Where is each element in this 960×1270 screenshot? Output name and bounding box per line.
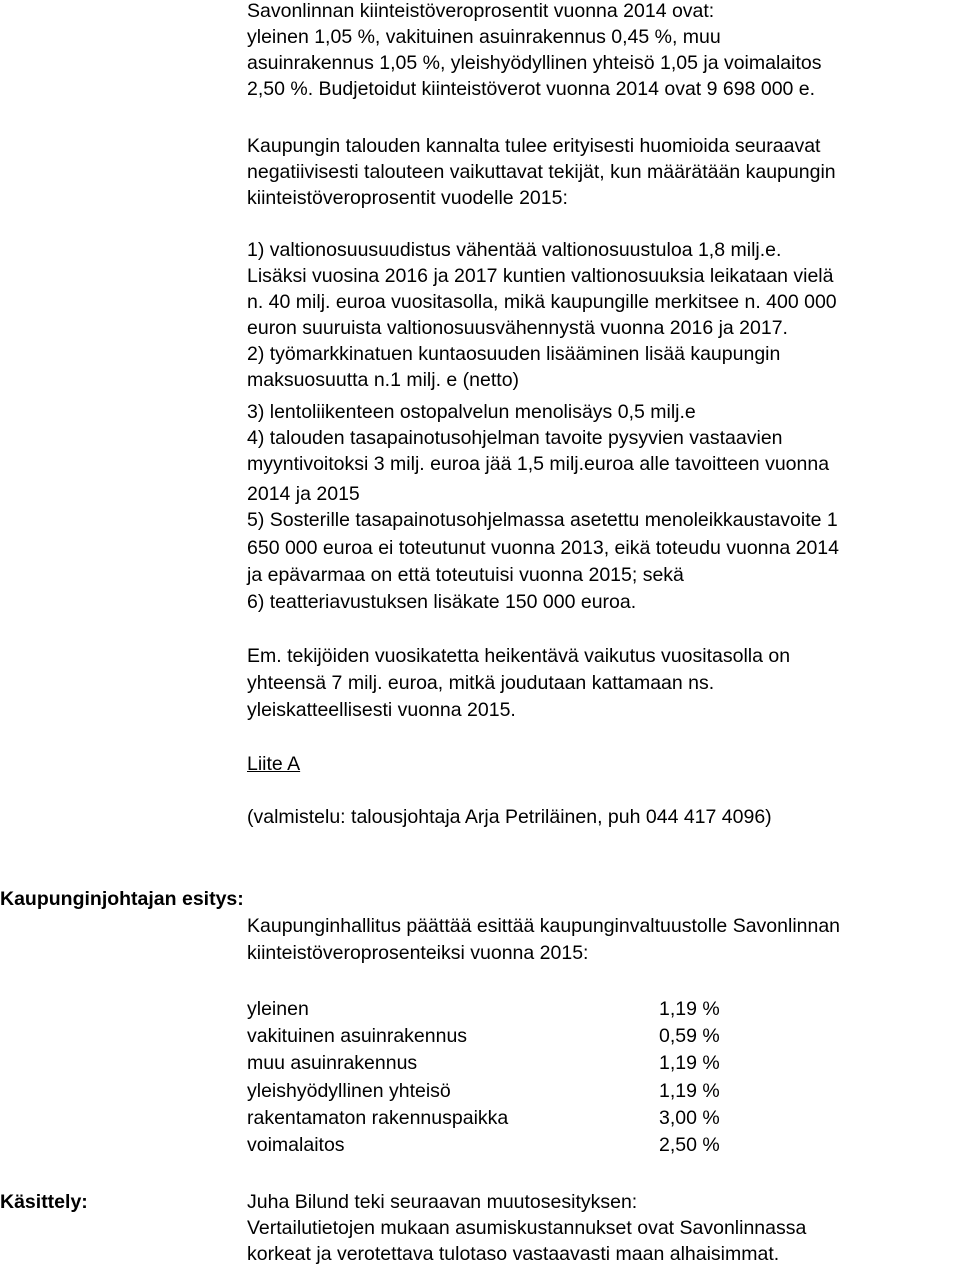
list-item: 3) lentoliikenteen ostopalvelun menolisäys 0,5 milj.e: [247, 401, 696, 423]
rate-value: 3,00 %: [659, 1107, 720, 1129]
rate-name: muu asuinrakennus: [247, 1052, 418, 1074]
list-item: 2014 ja 2015: [247, 483, 360, 505]
text-line: asuinrakennus 1,05 %, yleishyödyllinen yhteisö 1,05 ja voimalaitos: [247, 52, 822, 74]
text-line: Kaupungin talouden kannalta tulee erityisesti huomioida seuraavat: [247, 135, 821, 157]
rate-name: vakituinen asuinrakennus: [247, 1025, 468, 1047]
text-line: Vertailutietojen mukaan asumiskustannukset ovat Savonlinnassa: [247, 1217, 807, 1239]
text-line: Juha Bilund teki seuraavan muutosesityksen:: [247, 1191, 638, 1213]
rate-name: yleishyödyllinen yhteisö: [247, 1080, 451, 1102]
list-item: maksuosuutta n.1 milj. e (netto): [247, 369, 520, 391]
rate-row: [247, 1132, 747, 1159]
rate-value: 2,50 %: [659, 1134, 720, 1156]
rate-row: [247, 1078, 747, 1105]
rate-row: [247, 996, 747, 1023]
rate-value: 0,59 %: [659, 1025, 720, 1047]
text-line: kiinteistöveroprosenteiksi vuonna 2015:: [247, 942, 589, 964]
text-line: Em. tekijöiden vuosikatetta heikentävä vaikutus vuositasolla on: [247, 645, 791, 667]
text-line: Kaupunginhallitus päättää esittää kaupunginvaltuustolle Savonlinnan: [247, 915, 841, 937]
text-line: kiinteistöveroprosentit vuodelle 2015:: [247, 187, 568, 209]
list-item: euron suuruista valtionosuusvähennystä vuonna 2016 ja 2017.: [247, 317, 788, 339]
list-item: 1) valtionosuusuudistus vähentää valtionosuustuloa 1,8 milj.e.: [247, 239, 782, 261]
text-line: yhteensä 7 milj. euroa, mitkä joudutaan kattamaan ns.: [247, 672, 715, 694]
attachment-link[interactable]: Liite A: [247, 753, 301, 775]
text-line: negatiivisesti talouteen vaikuttavat tekijät, kun määrätään kaupungin: [247, 161, 836, 183]
list-item: ja epävarmaa on että toteutuisi vuonna 2015; sekä: [247, 564, 684, 586]
rate-name: rakentamaton rakennuspaikka: [247, 1107, 509, 1129]
rate-value: 1,19 %: [659, 1080, 720, 1102]
rate-value: 1,19 %: [659, 1052, 720, 1074]
preparer-info: (valmistelu: talousjohtaja Arja Petriläinen, puh 044 417 4096): [247, 806, 772, 828]
rate-row: [247, 1050, 747, 1077]
list-item: 5) Sosterille tasapainotusohjelmassa asetettu menoleikkaustavoite 1: [247, 509, 838, 531]
rate-row: [247, 1023, 747, 1050]
rate-name: yleinen: [247, 998, 309, 1020]
text-line: yleinen 1,05 %, vakituinen asuinrakennus 0,45 %, muu: [247, 26, 721, 48]
list-item: myyntivoitoksi 3 milj. euroa jää 1,5 milj.euroa alle tavoitteen vuonna: [247, 453, 830, 475]
list-item: 2) työmarkkinatuen kuntaosuuden lisääminen lisää kaupungin: [247, 343, 781, 365]
list-item: 4) talouden tasapainotusohjelman tavoite pysyvien vastaavien: [247, 427, 783, 449]
proposal-heading: Kaupunginjohtajan esitys:: [0, 888, 244, 910]
rate-name: voimalaitos: [247, 1134, 345, 1156]
handling-heading: Käsittely:: [0, 1191, 88, 1213]
list-item: Lisäksi vuosina 2016 ja 2017 kuntien valtionosuuksia leikataan vielä: [247, 265, 834, 287]
text-line: yleiskatteellisesti vuonna 2015.: [247, 699, 516, 721]
list-item: 6) teatteriavustuksen lisäkate 150 000 euroa.: [247, 591, 637, 613]
list-item: 650 000 euroa ei toteutunut vuonna 2013, eikä toteudu vuonna 2014: [247, 537, 839, 559]
rate-value: 1,19 %: [659, 998, 720, 1020]
text-line: 2,50 %. Budjetoidut kiinteistöverot vuonna 2014 ovat 9 698 000 e.: [247, 78, 816, 100]
list-item: n. 40 milj. euroa vuositasolla, mikä kaupungille merkitsee n. 400 000: [247, 291, 837, 313]
text-line: korkeat ja verotettava tulotaso vastaavasti maan alhaisimmat.: [247, 1243, 780, 1265]
rate-row: [247, 1105, 747, 1132]
text-line: Savonlinnan kiinteistöveroprosentit vuonna 2014 ovat:: [247, 0, 715, 22]
